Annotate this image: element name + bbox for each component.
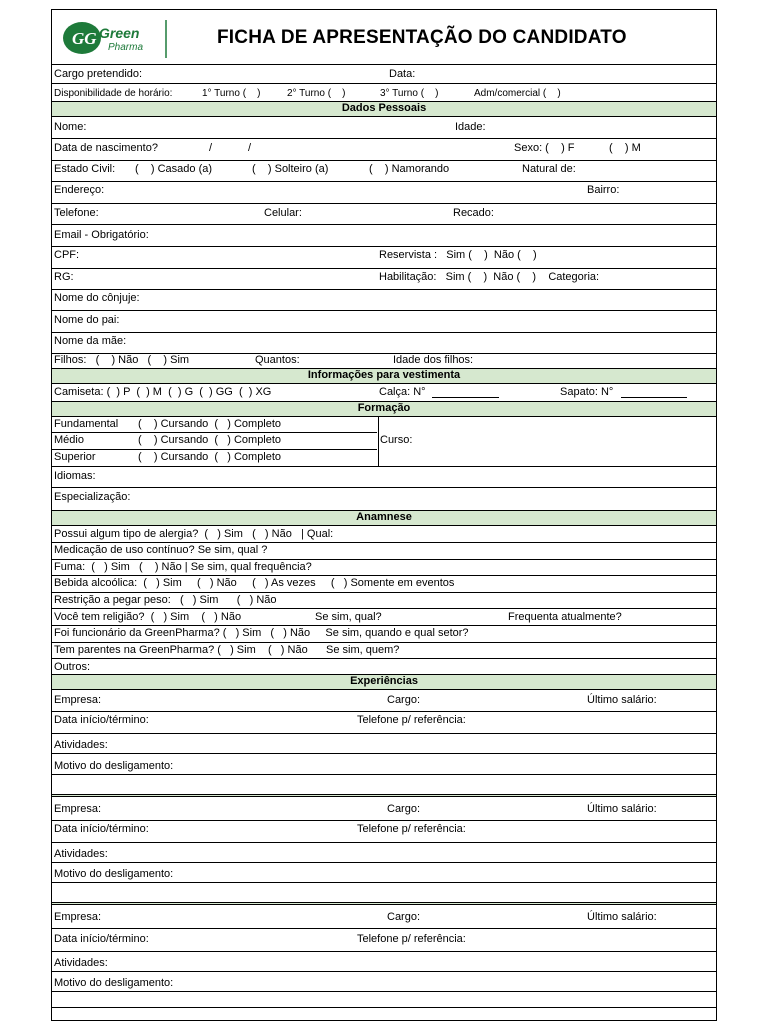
exp1-atividades-label: Atividades: bbox=[54, 739, 108, 751]
religiao-question[interactable]: Você tem religião? ( ) Sim ( ) Não bbox=[54, 611, 242, 623]
fundamental-status-checkbox[interactable]: ( ) Cursando ( ) Completo bbox=[138, 418, 282, 430]
section-dados-pessoais: Dados Pessoais bbox=[52, 101, 716, 117]
filhos-checkbox[interactable]: Filhos: ( ) Não ( ) Sim bbox=[54, 354, 190, 366]
fundamental-label: Fundamental bbox=[54, 418, 119, 430]
calca-label: Calça: N° bbox=[379, 386, 426, 398]
exp2-telefone-label: Telefone p/ referência: bbox=[357, 823, 466, 835]
superior-label: Superior bbox=[54, 451, 96, 463]
greenpharma-logo-icon bbox=[58, 16, 168, 60]
section-experiencias: Experiências bbox=[52, 674, 716, 690]
greenpharma-logo bbox=[58, 16, 168, 60]
fuma-question[interactable]: Fuma: ( ) Sim ( ) Não | Se sim, qual frequência? bbox=[54, 561, 312, 573]
exp1-datas-label: Data início/término: bbox=[54, 714, 149, 726]
turno2-checkbox[interactable]: 2° Turno ( ) bbox=[287, 88, 346, 99]
logo-word-pharma: Pharma bbox=[108, 42, 144, 53]
adm-checkbox[interactable]: Adm/comercial ( ) bbox=[474, 88, 561, 99]
funcionario-question[interactable]: Foi funcionário da GreenPharma? ( ) Sim ( ) Não Se sim, quando e qual setor? bbox=[54, 627, 469, 639]
exp1-empresa-label: Empresa: bbox=[54, 694, 102, 706]
parentes-question[interactable]: Tem parentes na GreenPharma? ( ) Sim ( ) Não Se sim, quem? bbox=[54, 644, 400, 656]
quantos-label: Quantos: bbox=[255, 354, 300, 366]
nascimento-label: Data de nascimento? bbox=[54, 142, 158, 154]
telefone-label: Telefone: bbox=[54, 207, 99, 219]
alergia-question[interactable]: Possui algum tipo de alergia? ( ) Sim ( ) Não | Qual: bbox=[54, 528, 334, 540]
bebida-question[interactable]: Bebida alcoólica: ( ) Sim ( ) Não ( ) As vezes ( ) Somente em eventos bbox=[54, 577, 455, 589]
solteiro-checkbox[interactable]: ( ) Solteiro (a) bbox=[252, 163, 329, 175]
sexo-m-checkbox[interactable]: ( ) M bbox=[609, 142, 641, 154]
camiseta-checkbox[interactable]: Camiseta: ( ) P ( ) M ( ) G ( ) GG ( ) XG bbox=[54, 386, 272, 398]
conjuge-label: Nome do cônjuje: bbox=[54, 292, 140, 304]
medicacao-question[interactable]: Medicação de uso contínuo? Se sim, qual ? bbox=[54, 544, 268, 556]
exp3-cargo-label: Cargo: bbox=[387, 911, 421, 923]
superior-status-checkbox[interactable]: ( ) Cursando ( ) Completo bbox=[138, 451, 282, 463]
medio-status-checkbox[interactable]: ( ) Cursando ( ) Completo bbox=[138, 434, 282, 446]
turno1-checkbox[interactable]: 1° Turno ( ) bbox=[202, 88, 261, 99]
pai-label: Nome do pai: bbox=[54, 314, 120, 326]
nome-label: Nome: bbox=[54, 121, 87, 133]
sexo-f-checkbox[interactable]: Sexo: ( ) F bbox=[514, 142, 575, 154]
exp2-salario-label: Último salário: bbox=[587, 803, 657, 815]
page-title: FICHA DE APRESENTAÇÃO DO CANDIDATO bbox=[217, 27, 627, 48]
reservista-checkbox[interactable]: Reservista : Sim ( ) Não ( ) bbox=[379, 249, 537, 261]
disponibilidade-label: Disponibilidade de horário: bbox=[54, 88, 173, 99]
rg-label: RG: bbox=[54, 271, 74, 283]
svg-text:GG: GG bbox=[72, 29, 97, 48]
exp3-motivo-label: Motivo do desligamento: bbox=[54, 977, 174, 989]
exp3-datas-label: Data início/término: bbox=[54, 933, 149, 945]
exp2-atividades-label: Atividades: bbox=[54, 848, 108, 860]
especializacao-label: Especialização: bbox=[54, 491, 131, 503]
exp3-telefone-label: Telefone p/ referência: bbox=[357, 933, 466, 945]
mae-label: Nome da mãe: bbox=[54, 335, 127, 347]
data-label: Data: bbox=[389, 68, 416, 80]
email-label: Email - Obrigatório: bbox=[54, 229, 149, 241]
bairro-label: Bairro: bbox=[587, 184, 620, 196]
section-vestimenta: Informações para vestimenta bbox=[52, 368, 716, 384]
date-slash: / bbox=[209, 142, 213, 154]
estado-civil-label: Estado Civil: bbox=[54, 163, 116, 175]
exp3-atividades-label: Atividades: bbox=[54, 957, 108, 969]
section-anamnese: Anamnese bbox=[52, 510, 716, 526]
cpf-label: CPF: bbox=[54, 249, 80, 261]
logo-word-green: Green bbox=[99, 25, 140, 41]
exp3-empresa-label: Empresa: bbox=[54, 911, 102, 923]
outros-label: Outros: bbox=[54, 661, 91, 673]
recado-label: Recado: bbox=[453, 207, 494, 219]
exp1-telefone-label: Telefone p/ referência: bbox=[357, 714, 466, 726]
section-formacao: Formação bbox=[52, 401, 716, 417]
exp2-datas-label: Data início/término: bbox=[54, 823, 149, 835]
idiomas-label: Idiomas: bbox=[54, 470, 96, 482]
idade-filhos-label: Idade dos filhos: bbox=[393, 354, 474, 366]
endereco-label: Endereço: bbox=[54, 184, 105, 196]
exp2-empresa-label: Empresa: bbox=[54, 803, 102, 815]
exp3-salario-label: Último salário: bbox=[587, 911, 657, 923]
habilitacao-checkbox[interactable]: Habilitação: Sim ( ) Não ( ) Categoria: bbox=[379, 271, 600, 283]
curso-label: Curso: bbox=[380, 434, 413, 446]
exp1-motivo-label: Motivo do desligamento: bbox=[54, 760, 174, 772]
medio-label: Médio bbox=[54, 434, 84, 446]
date-slash: / bbox=[248, 142, 252, 154]
namorando-checkbox[interactable]: ( ) Namorando bbox=[369, 163, 450, 175]
celular-label: Celular: bbox=[264, 207, 302, 219]
frequenta-label: Frequenta atualmente? bbox=[508, 611, 622, 623]
cargo-label: Cargo pretendido: bbox=[54, 68, 143, 80]
exp1-cargo-label: Cargo: bbox=[387, 694, 421, 706]
exp2-cargo-label: Cargo: bbox=[387, 803, 421, 815]
candidate-form bbox=[51, 9, 717, 1021]
religiao-qual-label: Se sim, qual? bbox=[315, 611, 382, 623]
sapato-label: Sapato: N° bbox=[560, 386, 614, 398]
casado-checkbox[interactable]: ( ) Casado (a) bbox=[135, 163, 213, 175]
exp1-salario-label: Último salário: bbox=[587, 694, 657, 706]
natural-label: Natural de: bbox=[522, 163, 576, 175]
exp2-motivo-label: Motivo do desligamento: bbox=[54, 868, 174, 880]
idade-label: Idade: bbox=[455, 121, 486, 133]
turno3-checkbox[interactable]: 3° Turno ( ) bbox=[380, 88, 439, 99]
peso-question[interactable]: Restrição a pegar peso: ( ) Sim ( ) Não bbox=[54, 594, 277, 606]
